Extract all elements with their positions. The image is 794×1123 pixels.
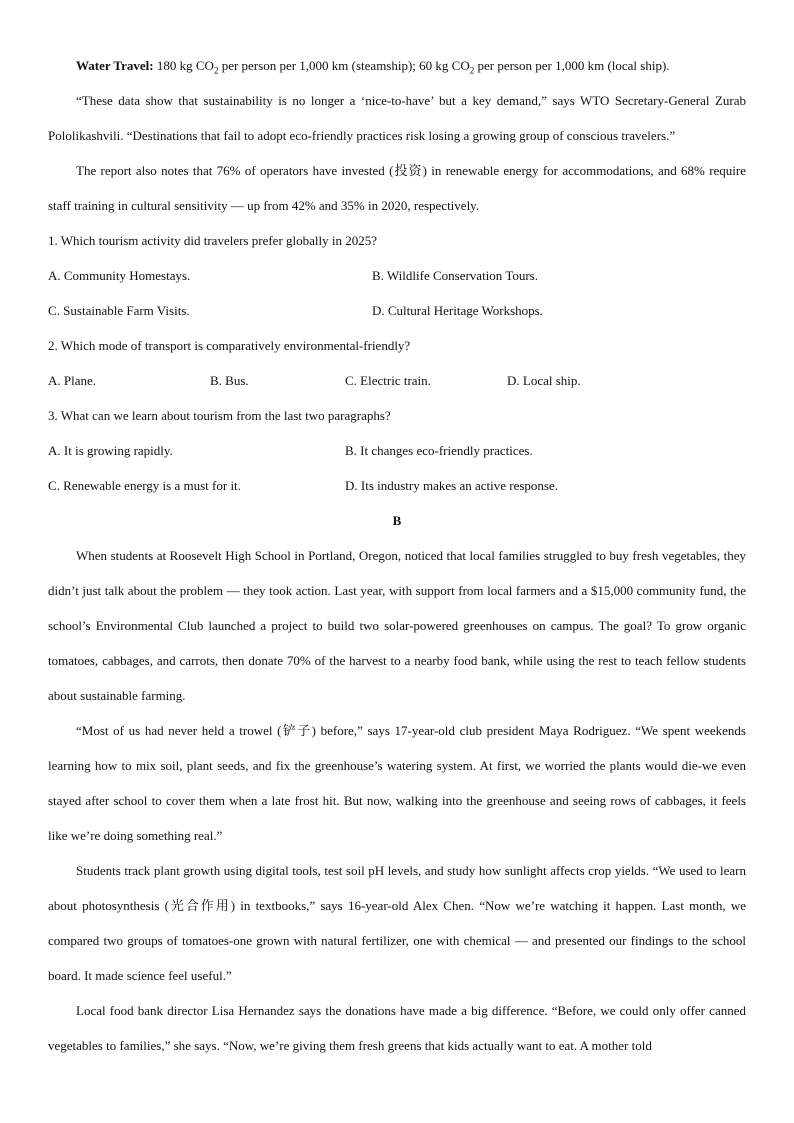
option-d: D. Cultural Heritage Workshops. [372, 303, 543, 318]
question-options-row [48, 468, 746, 503]
page-content [48, 48, 746, 1063]
paragraph-alex-quote: Students track plant growth using digital tools, test soil pH levels, and study how sunlight affects crop yields. “We used to learn about photosynthesis (光合作用) in textbooks,” says 16-year-old Alex Chen. “Now we’re watching it happen. Last month, we compared two groups of tomatoes-one grown with natural fertilizer, one with chemical — and presented our findings to the school board. It made science feel useful.” [48, 863, 746, 983]
paragraph-report: The report also notes that 76% of operators have invested (投资) in renewable energy for accommodations, and 68% require staff training in cultural sensitivity — up from 42% and 35% in 2020, respectively. [48, 163, 746, 213]
water-travel-line [48, 48, 746, 83]
co2-subscript: 2 [213, 65, 219, 76]
question-options-row [48, 433, 746, 468]
option-b: B. Wildlife Conservation Tours. [372, 268, 538, 283]
question-options-row [48, 258, 746, 293]
question-options-row [48, 363, 746, 398]
paragraph-maya-quote: “Most of us had never held a trowel (铲子) before,” says 17-year-old club president Maya Rodriguez. “We spent weekends learning how to mix soil, plant seeds, and fix the greenhouse’s watering system. At first, we worried the plants would die-we even stayed after school to cover them when a late frost hit. But now, walking into the greenhouse and seeing rows of cabbages, it feels like we’re doing something real.” [48, 723, 746, 843]
option-d: D. Local ship. [507, 373, 581, 388]
question-options-row [48, 293, 746, 328]
option-c: C. Sustainable Farm Visits. [48, 303, 190, 318]
water-travel-text-3: per person per 1,000 km (local ship). [477, 58, 670, 73]
option-d: D. Its industry makes an active response. [345, 478, 559, 493]
question-stem: 1. Which tourism activity did travelers prefer globally in 2025? [48, 233, 378, 248]
option-b: B. It changes eco-friendly practices. [345, 443, 533, 458]
section-heading-b: B [392, 513, 402, 528]
option-a: A. Community Homestays. [48, 268, 191, 283]
paragraph-greenhouse-intro: When students at Roosevelt High School in Portland, Oregon, noticed that local families struggled to buy fresh vegetables, they didn’t just talk about the problem — they took action. Last year, with support from local farmers and a $15,000 community fund, the school’s Environmental Club launched a project to build two solar-powered greenhouses on campus. The goal? To grow organic tomatoes, cabbages, and carrots, then donate 70% of the harvest to a nearby food bank, while using the rest to teach fellow students about sustainable farming. [48, 548, 746, 703]
paragraph-food-bank: Local food bank director Lisa Hernandez says the donations have made a big difference. “Before, we could only offer canned vegetables to families,” she says. “Now, we’re giving them fresh greens that kids actually want to eat. A mother told [48, 1003, 746, 1053]
water-travel-text-2: per person per 1,000 km (steamship); 60 kg CO [221, 58, 470, 73]
option-b: B. Bus. [210, 373, 249, 388]
co2-subscript: 2 [469, 65, 475, 76]
paragraph-quote-wto: “These data show that sustainability is no longer a ‘nice-to-have’ but a key demand,” says WTO Secretary-General Zurab Pololikashvili. “Destinations that fail to adopt eco-friendly practices risk losing a growing group of conscious travelers.” [48, 93, 746, 143]
option-c: C. Renewable energy is a must for it. [48, 478, 241, 493]
option-a: A. It is growing rapidly. [48, 443, 173, 458]
option-c: C. Electric train. [345, 373, 431, 388]
question-stem: 2. Which mode of transport is comparatively environmental-friendly? [48, 338, 411, 353]
option-a: A. Plane. [48, 373, 97, 388]
question-stem: 3. What can we learn about tourism from the last two paragraphs? [48, 408, 391, 423]
water-travel-text-1: 180 kg CO [156, 58, 214, 73]
water-travel-label: Water Travel: [76, 58, 154, 73]
